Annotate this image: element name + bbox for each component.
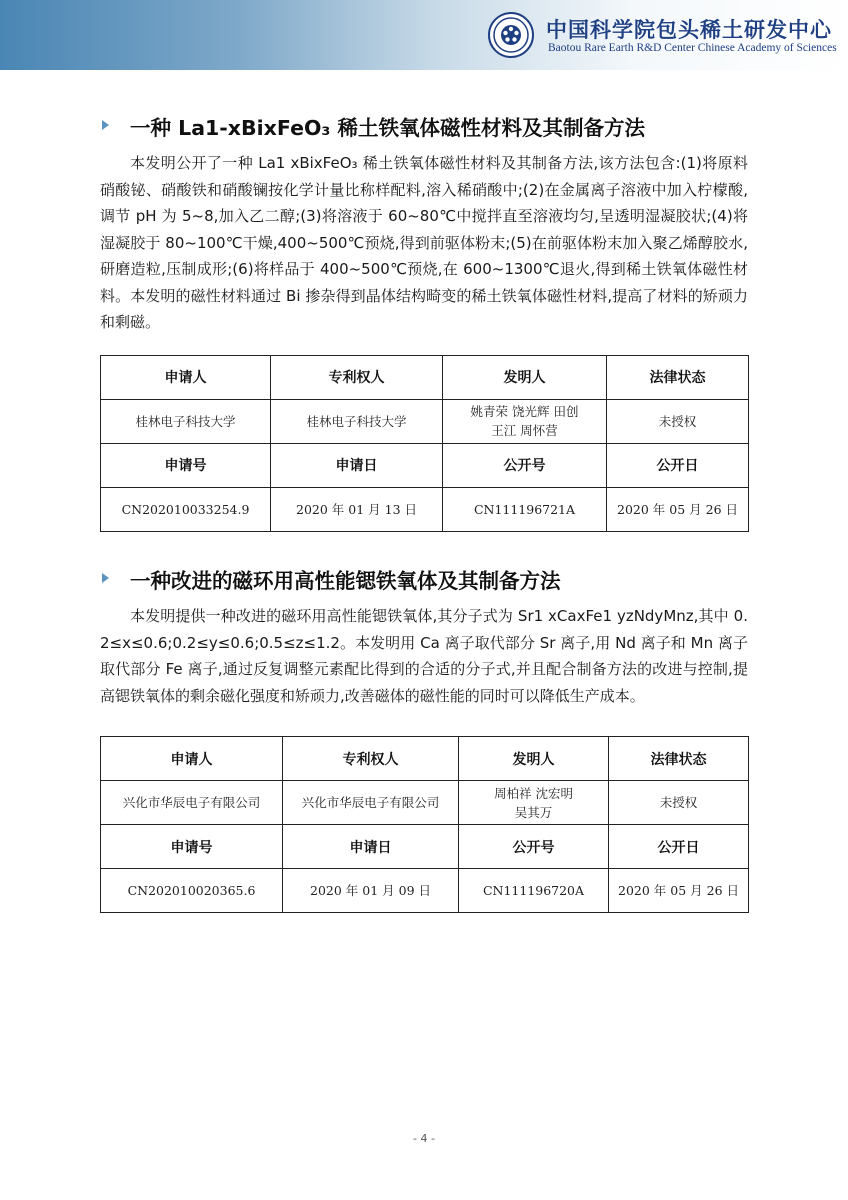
application-date-value: 2020 年 01 月 09 日 xyxy=(283,869,459,913)
application-date-value: 2020 年 01 月 13 日 xyxy=(271,487,443,531)
patent-abstract: 本发明提供一种改进的磁环用高性能锶铁氧体,其分子式为 Sr1 xCaxFe1 yzNdyMnz,其中 0.2≤x≤0.6;0.2≤y≤0.6;0.5≤z≤1.2。本发明用 Ca 离子取代部分 Sr 离子,用 Nd 离子和 Mn 离子取代部分 Fe 离子,通过反复调整元素配比得到的合适的分子式,并且配合制备方法的改进与控制,提高锶铁氧体的剩余磁化强度和矫顽力,改善磁体的磁性能的同时可以降低生产成本。 xyxy=(100,607,748,705)
header-publication-date: 公开日 xyxy=(609,825,749,869)
header-inventors: 发明人 xyxy=(459,737,609,781)
publication-number-value: CN111196720A xyxy=(459,869,609,913)
patent-info-table xyxy=(100,736,749,913)
table-row xyxy=(101,487,749,531)
header-publication-number: 公开号 xyxy=(459,825,609,869)
patent-title: 一种 La1-xBixFeO₃ 稀土铁氧体磁性材料及其制备方法 xyxy=(130,116,646,140)
header-publication-date: 公开日 xyxy=(607,443,749,487)
header-legal-status: 法律状态 xyxy=(609,737,749,781)
header-application-number: 申请号 xyxy=(101,443,271,487)
table-header-row xyxy=(101,355,749,399)
header-legal-status: 法律状态 xyxy=(607,355,749,399)
applicant-value: 兴化市华辰电子有限公司 xyxy=(101,781,283,825)
inventors-line-2: 吴其万 xyxy=(514,804,553,820)
table-row xyxy=(101,869,749,913)
patentee-value: 兴化市华辰电子有限公司 xyxy=(283,781,459,825)
table-header-row xyxy=(101,443,749,487)
patent-abstract: 本发明公开了一种 La1 xBixFeO₃ 稀土铁氧体磁性材料及其制备方法,该方法包含:(1)将原料硝酸铋、硝酸铁和硝酸镧按化学计量比称样配料,溶入稀硝酸中;(2)在金属离子溶液中加入柠檬酸,调节 pH 为 5~8,加入乙二醇;(3)将溶液于 60~80℃中搅拌直至溶液均匀,呈透明湿凝胶状;(4)将湿凝胶于 80~100℃干燥,400~500℃预烧,得到前驱体粉末;(5)在前驱体粉末加入聚乙烯醇胶水,研磨造粒,压制成形;(6)将样品于 400~500℃预烧,在 600~1300℃退火,得到稀土铁氧体磁性材料。本发明的磁性材料通过 Bi 掺杂得到晶体结构畸变的稀土铁氧体磁性材料,提高了材料的矫顽力和剩磁。 xyxy=(100,154,748,331)
page-number: - 4 - xyxy=(413,1132,435,1145)
publication-date-value: 2020 年 05 月 26 日 xyxy=(609,869,749,913)
inventors-value xyxy=(459,781,609,825)
header-application-number: 申请号 xyxy=(101,825,283,869)
application-number-value: CN202010033254.9 xyxy=(101,487,271,531)
patent-title-row xyxy=(100,111,748,145)
patent-section-1 xyxy=(100,111,748,532)
inventors-line-2: 王江 周怀营 xyxy=(491,423,558,438)
header-applicant: 申请人 xyxy=(101,737,283,781)
header-patentee: 专利权人 xyxy=(271,355,443,399)
legal-status-value: 未授权 xyxy=(609,781,749,825)
patentee-value: 桂林电子科技大学 xyxy=(271,399,443,443)
triangle-bullet-icon xyxy=(102,573,109,583)
organization-name-cn: 中国科学院包头稀土研发中心 xyxy=(546,17,832,42)
header-publication-number: 公开号 xyxy=(443,443,607,487)
page-header-banner xyxy=(0,0,848,70)
patent-title: 一种改进的磁环用高性能锶铁氧体及其制备方法 xyxy=(130,569,561,593)
header-application-date: 申请日 xyxy=(271,443,443,487)
publication-number-value: CN111196721A xyxy=(443,487,607,531)
header-patentee: 专利权人 xyxy=(283,737,459,781)
cas-logo-icon xyxy=(488,12,534,58)
triangle-bullet-icon xyxy=(102,120,109,130)
organization-name-en: Baotou Rare Earth R&D Center Chinese Academy of Sciences xyxy=(548,42,837,54)
table-row xyxy=(101,399,749,443)
inventors-value xyxy=(443,399,607,443)
patent-title-row xyxy=(100,564,748,598)
inventors-line-1: 姚青荣 饶光辉 田创 xyxy=(470,404,579,419)
applicant-value: 桂林电子科技大学 xyxy=(101,399,271,443)
legal-status-value: 未授权 xyxy=(607,399,749,443)
table-header-row xyxy=(101,825,749,869)
header-inventors: 发明人 xyxy=(443,355,607,399)
header-applicant: 申请人 xyxy=(101,355,271,399)
application-number-value: CN202010020365.6 xyxy=(101,869,283,913)
patent-info-table xyxy=(100,355,749,532)
publication-date-value: 2020 年 05 月 26 日 xyxy=(607,487,749,531)
table-row xyxy=(101,781,749,825)
inventors-line-1: 周柏祥 沈宏明 xyxy=(494,785,573,801)
patent-section-2 xyxy=(100,564,748,913)
table-header-row xyxy=(101,737,749,781)
header-application-date: 申请日 xyxy=(283,825,459,869)
